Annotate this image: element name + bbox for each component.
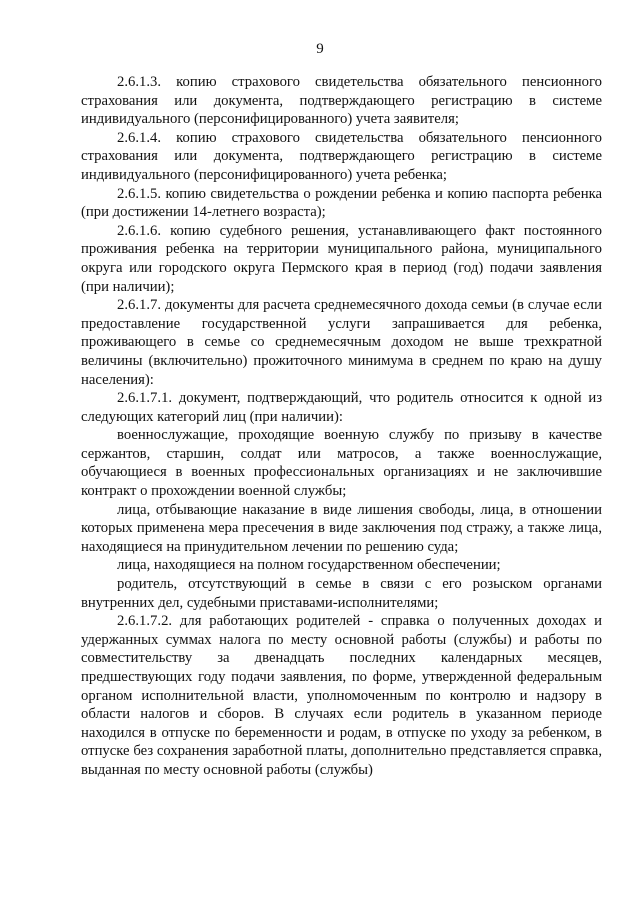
paragraph-state-support-persons: лица, находящиеся на полном государственном обеспечении; (117, 557, 501, 574)
paragraph-2-6-1-5: 2.6.1.5. копию свидетельства о рождении ребенка и копию паспорта ребенка (при достижении 14-летнего возраста); (81, 185, 602, 221)
paragraph-imprisoned-persons: лица, отбывающие наказание в виде лишения свободы, лица, в отношении которых применена мера пресечения в виде заключения под стражу, а также лица, находящиеся на принудительном лечении по решению суда; (81, 501, 602, 555)
paragraph-2-6-1-4: 2.6.1.4. копию страхового свидетельства обязательного пенсионного страхования или документа, подтверждающего регистрацию в системе индивидуального (персонифицированного) учета ребенка; (81, 129, 602, 183)
paragraph-military-servicemen: военнослужащие, проходящие военную службу по призыву в качестве сержантов, старшин, солдат или матросов, а также военнослужащие, обучающиеся в военных профессиональных организациях и не заключившие контракт о прохождении военной службы; (81, 427, 602, 500)
paragraph-2-6-1-7-1: 2.6.1.7.1. документ, подтверждающий, что родитель относится к одной из следующих категорий лиц (при наличии): (81, 390, 602, 425)
paragraph-2-6-1-6: 2.6.1.6. копию судебного решения, устанавливающего факт постоянного проживания ребенка на территории муниципального района, муниципального округа или городского округа Пермского края в период (год) подачи заявления (при наличии); (81, 222, 602, 295)
paragraph-absent-parent: родитель, отсутствующий в семье в связи с его розыском органами внутренних дел, судебными приставами-исполнителями; (81, 576, 602, 611)
document-body (81, 73, 602, 780)
page-number: 9 (316, 41, 324, 57)
paragraph-2-6-1-7: 2.6.1.7. документы для расчета среднемесячного дохода семьи (в случае если предоставление государственной услуги запрашивается для ребенка, проживающего в семье со среднемесячным доходом не выше трехкратной величины (включительно) прожиточного минимума в среднем по краю на душу населения): (81, 297, 602, 388)
paragraph-2-6-1-3: 2.6.1.3. копию страхового свидетельства обязательного пенсионного страхования или документа, подтверждающего регистрацию в системе индивидуального (персонифицированного) учета заявителя; (81, 74, 602, 128)
paragraph-2-6-1-7-2: 2.6.1.7.2. для работающих родителей - справка о полученных доходах и удержанных суммах налога по месту основной работы (службы) и работы по совместительству за двенадцать последних календарных месяцев, предшествующих году подачи заявления, по форме, утвержденной федеральным органом исполнительной власти, уполномоченным по контролю и надзору в области налогов и сборов. В случаях если родитель в указанном периоде находился в отпуске по беременности и родам, в отпуске по уходу за ребенком, в отпуске без сохранения заработной платы, дополнительно представляется справка, выданная по месту основной работы (службы) (81, 613, 602, 778)
